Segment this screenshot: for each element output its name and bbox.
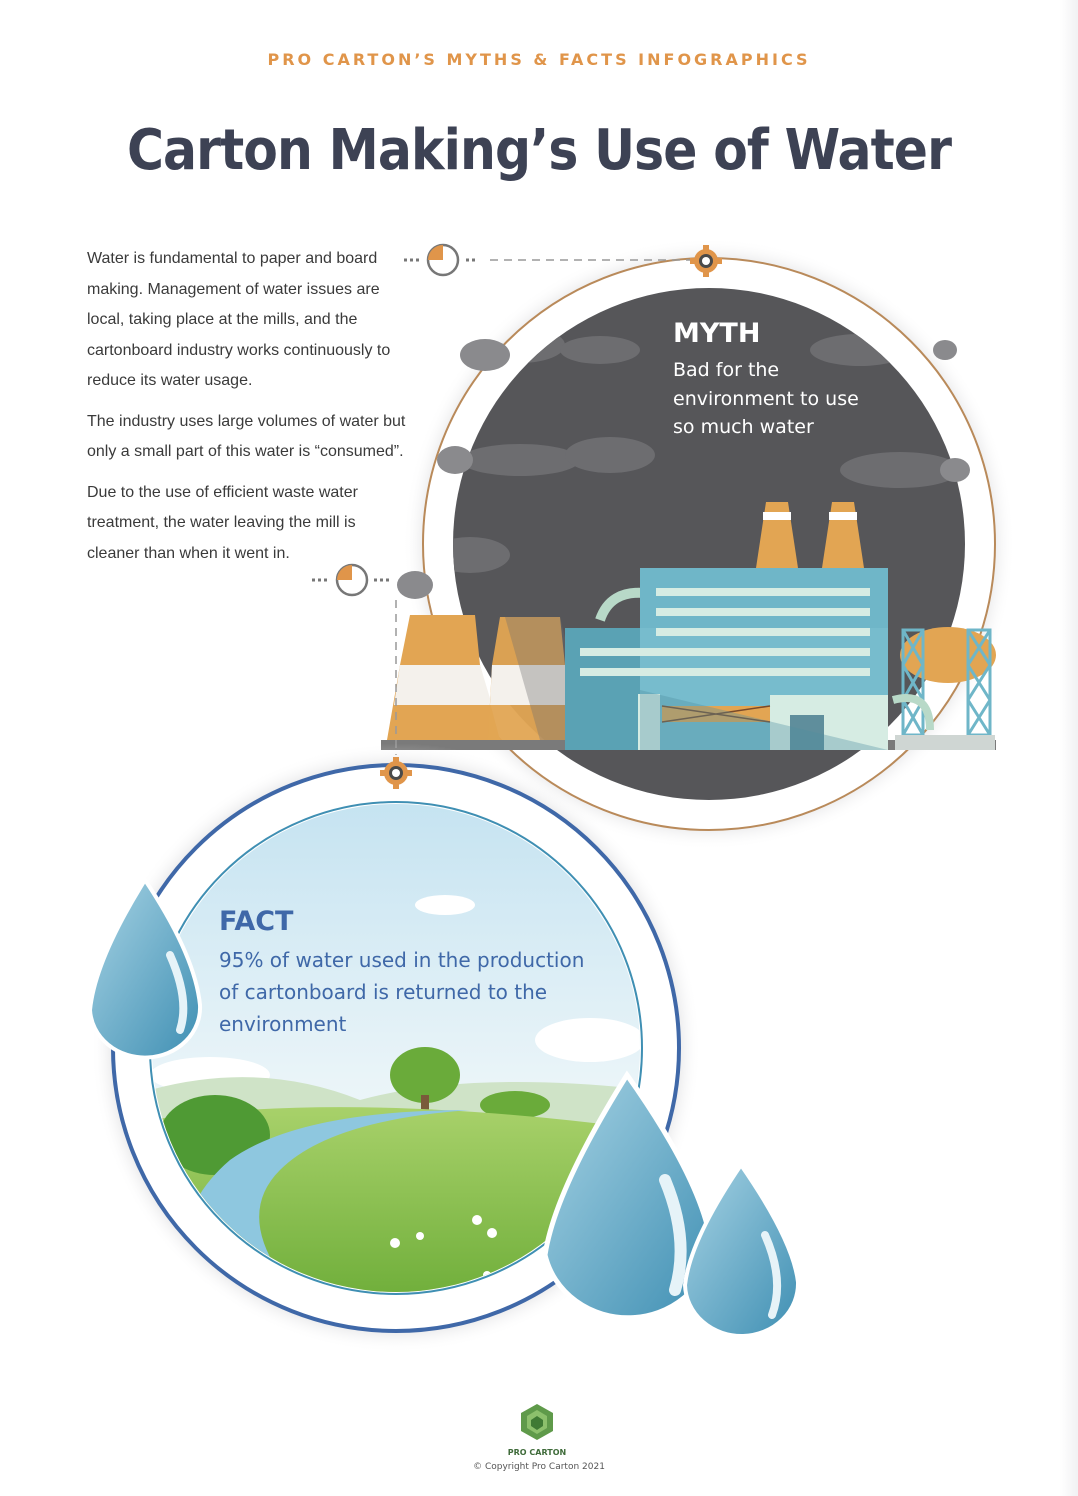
myth-label: MYTH: [673, 318, 761, 349]
carton-logo-icon: [517, 1402, 557, 1442]
logo-name: PRO CARTON: [507, 1448, 567, 1457]
pro-carton-logo: [505, 1402, 569, 1457]
fact-statement: 95% of water used in the production of cartonboard is returned to the environment: [219, 948, 585, 1036]
fact-label: FACT: [219, 906, 294, 937]
intro-paragraph: Due to the use of efficient waste water treatment, the water leaving the mill is cleaner than when it went in.: [87, 483, 358, 562]
fact-connector: [312, 580, 396, 755]
pie-marker-icon: [428, 245, 458, 275]
intro-paragraph: The industry uses large volumes of water but only a small part of this water is “consumed”.: [87, 412, 406, 460]
intro-paragraph: Water is fundamental to paper and board making. Management of water issues are local, taking place at the mills, and the cartonboard industry works continuously to reduce its water usage.: [87, 250, 391, 389]
myth-statement: Bad for the environment to use so much water: [673, 359, 859, 438]
page-title: Carton Making’s Use of Water: [126, 118, 952, 183]
pie-marker-icon: [337, 565, 367, 595]
copyright: © Copyright Pro Carton 2021: [473, 1462, 605, 1472]
series-eyebrow: PRO CARTON’S MYTHS & FACTS INFOGRAPHICS: [267, 50, 811, 69]
water-drop-icon: [685, 1165, 798, 1336]
